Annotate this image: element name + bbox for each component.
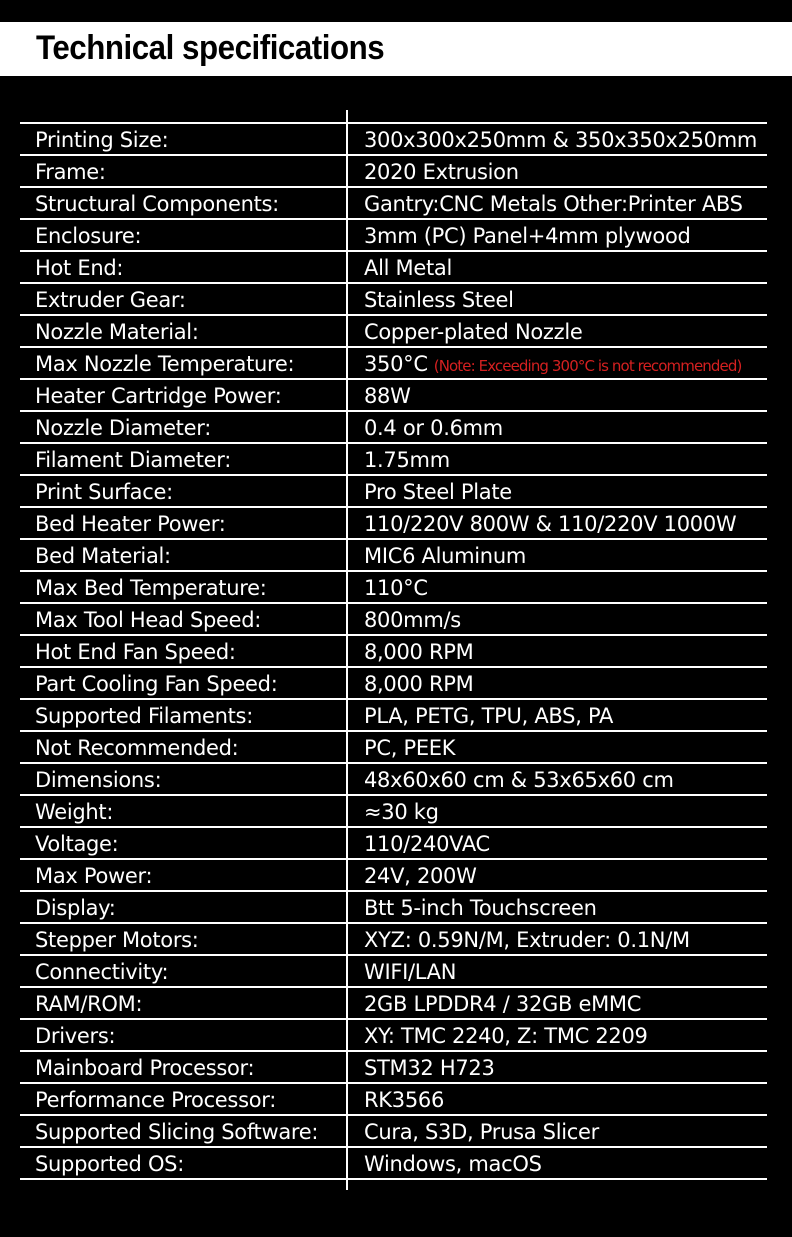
spec-row [20, 316, 767, 348]
spec-value [364, 284, 514, 314]
spec-label: Mainboard Processor: [35, 1056, 255, 1080]
spec-value [364, 732, 455, 762]
spec-value [364, 252, 452, 282]
spec-value [364, 316, 583, 346]
spec-value-text: RK3566 [364, 1088, 445, 1112]
spec-label: Hot End Fan Speed: [35, 640, 236, 664]
spec-label: Connectivity: [35, 960, 169, 984]
spec-value [364, 924, 690, 954]
spec-value-text: 800mm/s [364, 608, 461, 632]
spec-row [20, 380, 767, 412]
spec-row [20, 444, 767, 476]
spec-value-text: XYZ: 0.59N/M, Extruder: 0.1N/M [364, 928, 690, 952]
spec-value [364, 444, 450, 474]
spec-row [20, 668, 767, 700]
spec-value [364, 668, 473, 698]
spec-row [20, 508, 767, 540]
spec-value [364, 124, 757, 154]
spec-value-text: 2GB LPDDR4 / 32GB eMMC [364, 992, 642, 1016]
spec-label: Filament Diameter: [35, 448, 232, 472]
spec-value-text: 1.75mm [364, 448, 450, 472]
spec-value-text: 3mm (PC) Panel+4mm plywood [364, 224, 691, 248]
spec-row [20, 156, 767, 188]
spec-label: Nozzle Material: [35, 320, 199, 344]
spec-row [20, 1116, 767, 1148]
spec-row [20, 732, 767, 764]
spec-value-text: 110/240VAC [364, 832, 490, 856]
spec-value-text: 350°C [364, 352, 428, 376]
spec-row [20, 220, 767, 252]
spec-value-text: 300x300x250mm & 350x350x250mm [364, 128, 758, 152]
spec-value [364, 860, 477, 890]
spec-row [20, 572, 767, 604]
spec-value-text: 110°C [364, 576, 428, 600]
title-bar [0, 22, 792, 76]
spec-value [364, 636, 473, 666]
spec-row [20, 700, 767, 732]
spec-value-text: 0.4 or 0.6mm [364, 416, 503, 440]
spec-row [20, 540, 767, 572]
spec-value-text: 110/220V 800W & 110/220V 1000W [364, 512, 737, 536]
spec-row [20, 476, 767, 508]
spec-value-text: 48x60x60 cm & 53x65x60 cm [364, 768, 674, 792]
spec-row [20, 284, 767, 316]
spec-value [364, 540, 526, 570]
spec-label: Not Recommended: [35, 736, 239, 760]
spec-row [20, 796, 767, 828]
spec-label: Display: [35, 896, 116, 920]
spec-label: Bed Heater Power: [35, 512, 226, 536]
spec-table [20, 122, 767, 1180]
spec-value-text: Copper-plated Nozzle [364, 320, 583, 344]
spec-label: Stepper Motors: [35, 928, 199, 952]
spec-value [364, 828, 490, 858]
spec-value [364, 988, 641, 1018]
spec-value-text: Pro Steel Plate [364, 480, 512, 504]
spec-label: Extruder Gear: [35, 288, 186, 312]
spec-row [20, 252, 767, 284]
spec-label: Weight: [35, 800, 114, 824]
spec-note: (Note: Exceeding 300°C is not recommended) [433, 357, 742, 375]
spec-label: Hot End: [35, 256, 124, 280]
spec-value [364, 476, 512, 506]
spec-value-text: 8,000 RPM [364, 640, 474, 664]
spec-value [364, 1020, 648, 1050]
spec-value [364, 796, 439, 826]
spec-row [20, 1052, 767, 1084]
spec-label: Supported OS: [35, 1152, 184, 1176]
spec-value [364, 220, 691, 250]
spec-value-text: Btt 5-inch Touchscreen [364, 896, 597, 920]
spec-row [20, 1148, 767, 1180]
spec-value-text: ≈30 kg [364, 800, 439, 824]
spec-value [364, 1084, 444, 1114]
spec-label: Supported Slicing Software: [35, 1120, 319, 1144]
spec-label: Bed Material: [35, 544, 171, 568]
spec-value-text: 2020 Extrusion [364, 160, 519, 184]
spec-row [20, 412, 767, 444]
spec-value-text: XY: TMC 2240, Z: TMC 2209 [364, 1024, 648, 1048]
spec-value [364, 348, 741, 378]
spec-label: Drivers: [35, 1024, 116, 1048]
spec-label: Enclosure: [35, 224, 142, 248]
spec-row [20, 956, 767, 988]
spec-value [364, 508, 736, 538]
spec-value-text: 24V, 200W [364, 864, 477, 888]
spec-label: Max Bed Temperature: [35, 576, 267, 600]
spec-value [364, 412, 503, 442]
spec-row [20, 1084, 767, 1116]
page-title: Technical specifications [36, 29, 385, 67]
spec-row [20, 860, 767, 892]
spec-value-text: WIFI/LAN [364, 960, 457, 984]
spec-value-text: 88W [364, 384, 411, 408]
spec-value [364, 1148, 542, 1178]
spec-value-text: Cura, S3D, Prusa Slicer [364, 1120, 599, 1144]
spec-label: Supported Filaments: [35, 704, 253, 728]
spec-label: Max Power: [35, 864, 153, 888]
spec-row [20, 924, 767, 956]
spec-row [20, 988, 767, 1020]
spec-row [20, 188, 767, 220]
spec-value [364, 1116, 599, 1146]
spec-label: Dimensions: [35, 768, 162, 792]
spec-value-text: STM32 H723 [364, 1056, 495, 1080]
spec-row [20, 122, 767, 156]
spec-label: RAM/ROM: [35, 992, 143, 1016]
spec-row [20, 604, 767, 636]
spec-value-text: 8,000 RPM [364, 672, 474, 696]
spec-value [364, 892, 597, 922]
spec-row [20, 892, 767, 924]
spec-value [364, 572, 428, 602]
spec-label: Heater Cartridge Power: [35, 384, 282, 408]
spec-label: Printing Size: [35, 128, 169, 152]
spec-value-text: MIC6 Aluminum [364, 544, 526, 568]
spec-row [20, 348, 767, 380]
spec-value-text: PC, PEEK [364, 736, 456, 760]
spec-value [364, 700, 613, 730]
spec-row [20, 828, 767, 860]
spec-label: Print Surface: [35, 480, 173, 504]
spec-value [364, 156, 519, 186]
spec-value-text: Gantry:CNC Metals Other:Printer ABS [364, 192, 743, 216]
spec-value [364, 188, 743, 218]
spec-value [364, 380, 411, 410]
spec-row [20, 636, 767, 668]
spec-value-text: PLA, PETG, TPU, ABS, PA [364, 704, 614, 728]
spec-label: Max Nozzle Temperature: [35, 352, 295, 376]
spec-row [20, 1020, 767, 1052]
spec-label: Max Tool Head Speed: [35, 608, 262, 632]
spec-value-text: Windows, macOS [364, 1152, 542, 1176]
spec-label: Structural Components: [35, 192, 279, 216]
spec-value [364, 764, 674, 794]
spec-label: Frame: [35, 160, 106, 184]
spec-label: Performance Processor: [35, 1088, 277, 1112]
spec-value-text: All Metal [364, 256, 452, 280]
spec-row [20, 764, 767, 796]
spec-value-text: Stainless Steel [364, 288, 514, 312]
spec-value [364, 604, 461, 634]
spec-label: Part Cooling Fan Speed: [35, 672, 278, 696]
spec-value [364, 956, 456, 986]
spec-label: Voltage: [35, 832, 119, 856]
spec-value [364, 1052, 495, 1082]
spec-label: Nozzle Diameter: [35, 416, 211, 440]
